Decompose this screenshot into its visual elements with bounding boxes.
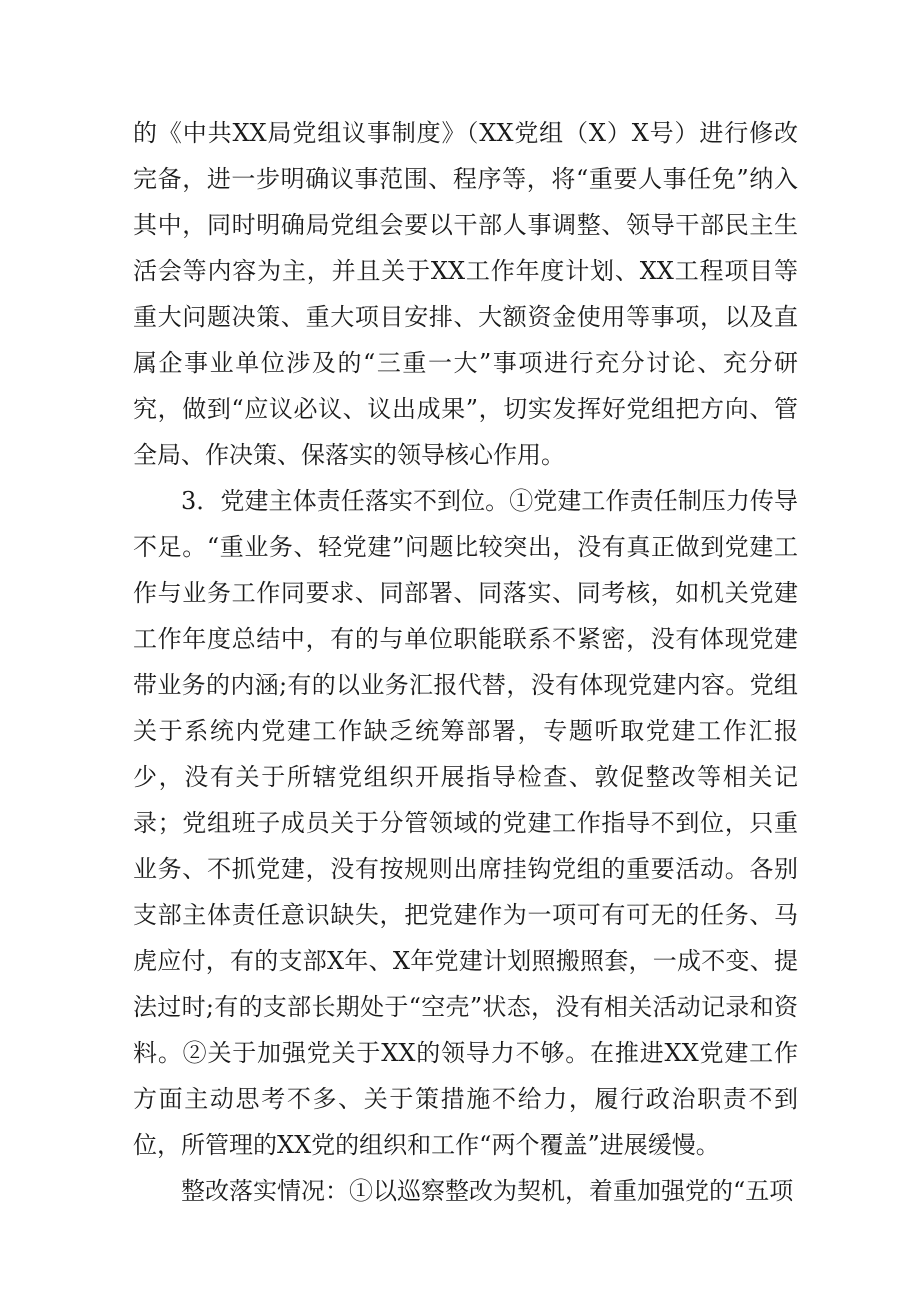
paragraph-item-3: 3．党建主体责任落实不到位。①党建工作责任制压力传导不足。“重业务、轻党建”问题比较突出，没有真正做到党建工作与业务工作同要求、同部署、同落实、同考核，如机关党建工作年度总结中，有的与单位职能联系不紧密，没有体现党建带业务的内涵;有的以业务汇报代替，没有体现党建内容。党组关于系统内党建工作缺乏统筹部署，专题听取党建工作汇报少，没有关于所辖党组织开展指导检查、敦促整改等相关记录；党组班子成员关于分管领域的党建工作指导不到位，只重业务、不抓党建，没有按规则出席挂钩党组的重要活动。各别支部主体责任意识缺失，把党建作为一项可有可无的任务、马虎应付，有的支部X年、X年党建计划照搬照套，一成不变、提法过时;有的支部长期处于“空壳”状态，没有相关活动记录和资料。②关于加强党关于XX的领导力不够。在推进XX党建工作方面主动思考不多、关于策措施不给力，履行政治职责不到位，所管理的XX党的组织和工作“两个覆盖”进展缓慢。 — [133, 487, 798, 1159]
document-body — [133, 110, 798, 1214]
paragraph-rectification: 整改落实情况：①以巡察整改为契机，着重加强党的“五项 — [181, 1177, 794, 1205]
paragraph-continuation: 的《中共XX局党组议事制度》（XX党组（X）X号）进行修改完备，进一步明确议事范围、程序等，将“重要人事任免”纳入其中，同时明确局党组会要以干部人事调整、领导干部民主生活会等内容为主，并且关于XX工作年度计划、XX工程项目等重大问题决策、重大项目安排、大额资金使用等事项，以及直属企事业单位涉及的“三重一大”事项进行充分讨论、充分研究，做到“应议必议、议出成果”，切实发挥好党组把方向、管全局、作决策、保落实的领导核心作用。 — [133, 119, 798, 469]
